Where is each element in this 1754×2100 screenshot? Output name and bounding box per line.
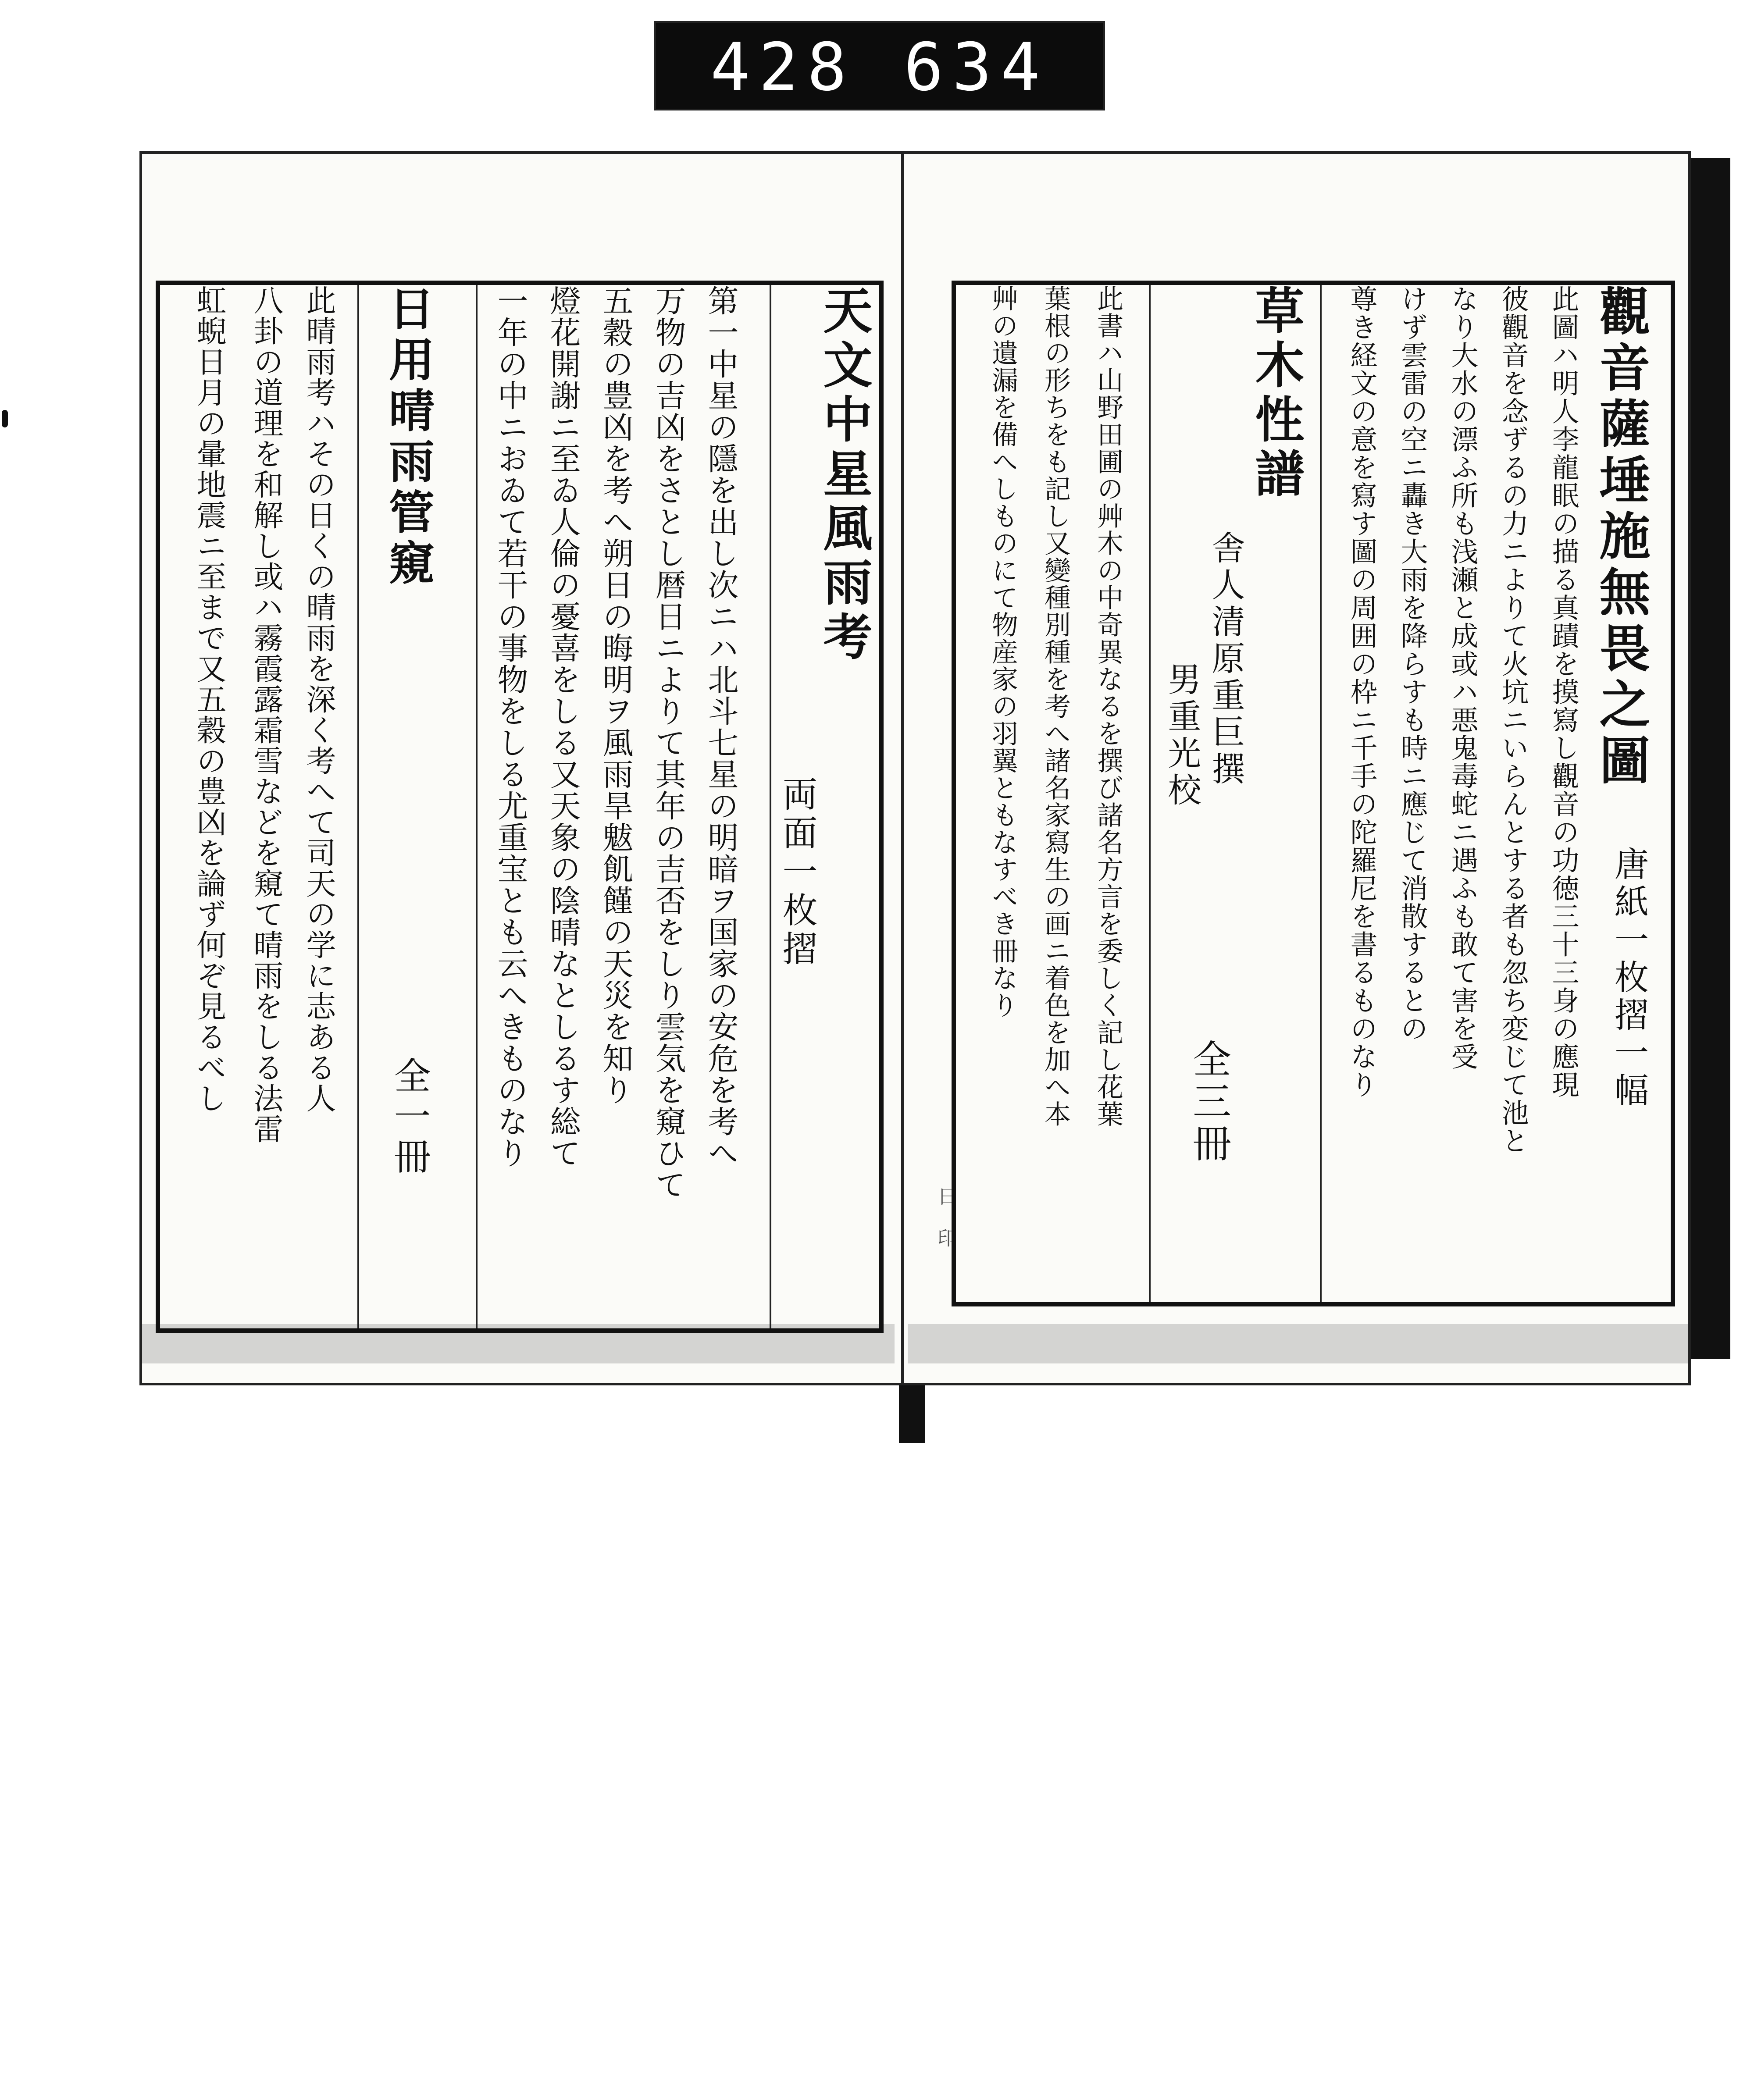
right-col-2: 此圖ハ明人李龍眠の描る真蹟を摸寫し觀音の功徳三十三身の應現	[1547, 285, 1579, 1099]
left-col-10: 八卦の道理を和解し或ハ霧霞露霜雪などを窺て晴雨をしる法雷	[249, 285, 283, 1144]
book-edge	[1691, 158, 1730, 1359]
right-col-8: 舎人清原重巨撰	[1206, 530, 1245, 788]
right-col-13: 艸の遺漏を備へしものにて物産家の羽翼ともなすべき冊なり	[988, 285, 1018, 1019]
right-col-4: なり大水の漂ふ所も浅瀬と成或ハ悪鬼毒蛇ニ遇ふも敢て害を受	[1447, 285, 1479, 1071]
right-rule-a	[1320, 285, 1322, 1302]
faint-stamp: 日 印	[934, 1186, 956, 1247]
margin-mark	[2, 410, 8, 427]
left-col-11: 虹蜺日月の暈地震ニ至まで又五穀の豊凶を論ず何ぞ見るべし	[192, 285, 226, 1114]
bottom-smudge-right	[908, 1324, 1688, 1363]
right-col-10: 全三冊	[1187, 1039, 1232, 1165]
left-col-3: 万物の吉凶をさとし暦日ニよりて其年の吉否をしり雲気を窺ひて	[650, 285, 686, 1200]
right-col-7: 草木性譜	[1247, 285, 1305, 502]
left-col-4: 五穀の豊凶を考へ朔日の晦明ヲ風雨旱魃飢饉の天災を知り	[598, 285, 634, 1106]
left-rule-c	[357, 285, 359, 1328]
left-col-0: 天文中星風雨考	[815, 285, 873, 666]
right-rule-b	[1149, 285, 1151, 1302]
left-col-9: 此晴雨考ハその日くの晴雨を深く考へて司天の学に志ある人	[301, 285, 336, 1114]
left-col-5: 燈花開謝ニ至ゐ人倫の憂喜をしる又天象の陰晴なとしるす総て	[545, 285, 581, 1169]
right-col-5: けず雲雷の空ニ轟き大雨を降らすも時ニ應じて消散するとの	[1396, 285, 1428, 1043]
right-col-0: 觀音薩埵施無畏之圖	[1591, 285, 1651, 790]
right-col-6: 尊き経文の意を寫す圖の周囲の枠ニ千手の陀羅尼を書るものなり	[1346, 285, 1378, 1099]
right-col-11: 此書ハ山野田圃の艸木の中奇異なるを撰び諸名方言を委しく記し花葉	[1093, 285, 1123, 1128]
right-col-3: 彼觀音を念ずるの力ニよりて火坑ニいらんとする者も忽ち変じて池と	[1497, 285, 1529, 1155]
right-page-frame	[952, 281, 1675, 1306]
left-col-1: 両面一枚摺	[777, 776, 817, 969]
right-col-1: 唐紙一枚摺一幅	[1609, 846, 1648, 1110]
left-col-8: 全一冊	[388, 1057, 431, 1178]
left-page-frame	[156, 281, 884, 1333]
left-col-7: 日用晴雨管窺	[381, 285, 435, 590]
catalog-label: 428 634	[654, 21, 1105, 110]
right-col-9: 男重光校	[1162, 662, 1201, 809]
left-col-2: 第一中星の隱を出し次ニハ北斗七星の明暗ヲ国家の安危を考へ	[703, 285, 739, 1169]
left-rule-a	[770, 285, 771, 1328]
left-rule-b	[476, 285, 478, 1328]
left-col-6: 一年の中ニおゐて若干の事物をしる尤重宝とも云へきものなり	[492, 285, 528, 1169]
right-col-12: 葉根の形ちをも記し又變種別種を考へ諸名家寫生の画ニ着色を加へ本	[1040, 285, 1071, 1128]
